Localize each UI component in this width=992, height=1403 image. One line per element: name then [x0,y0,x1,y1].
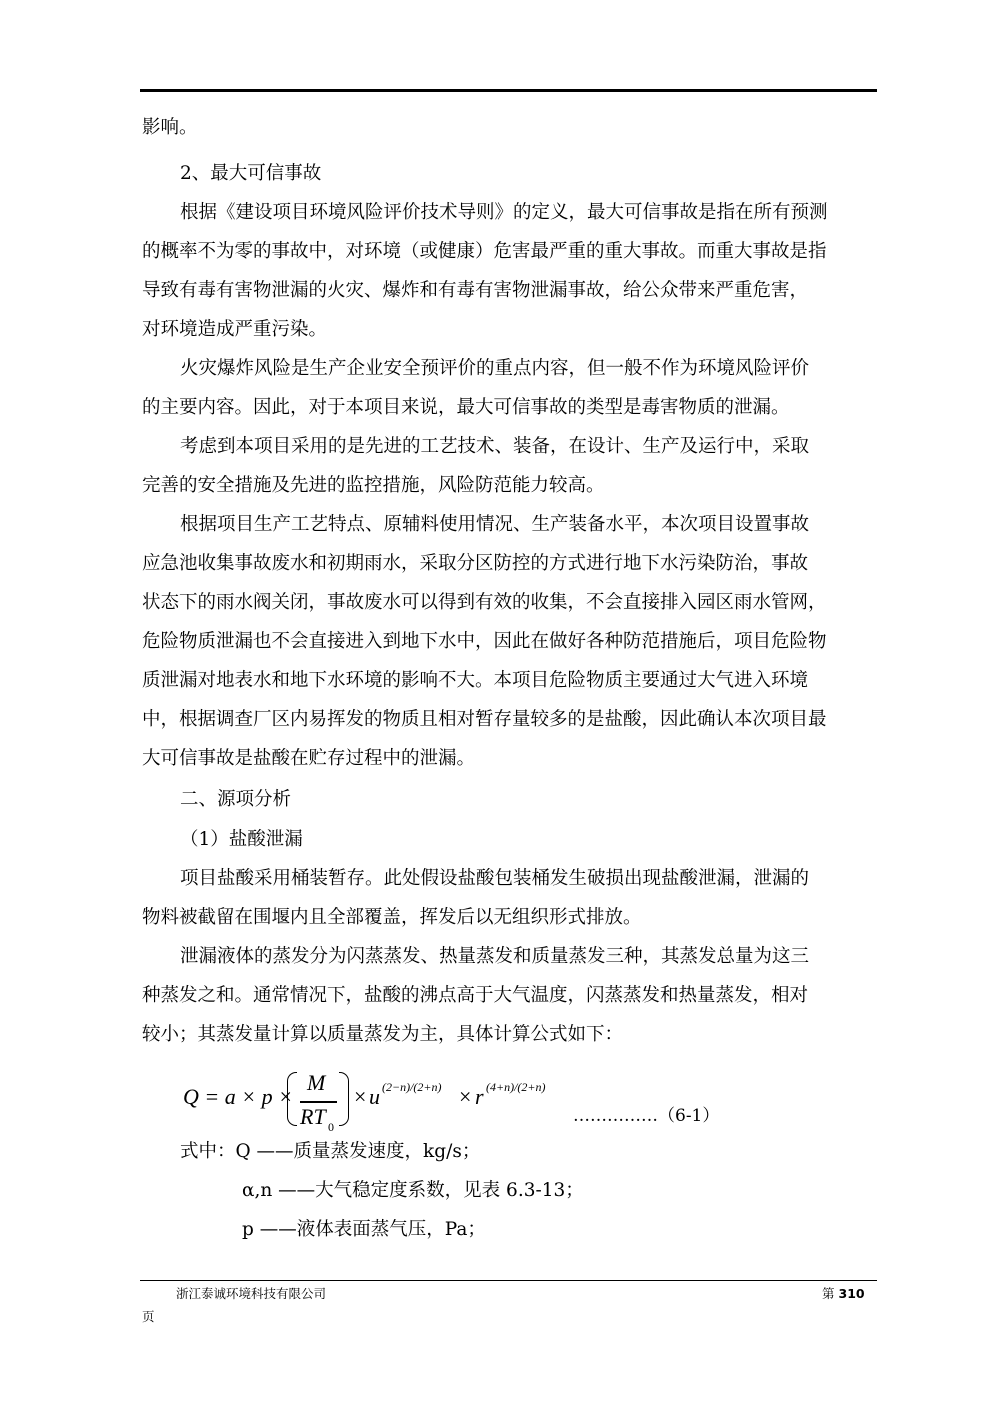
definition-line: α,n ——大气稳定度系数，见表 6.3-13； [242,1180,584,1201]
footer-page-value: 310 [838,1286,865,1301]
paragraph-line: 大可信事故是盐酸在贮存过程中的泄漏。 [142,748,476,769]
paragraph-line: 泄漏液体的蒸发分为闪蒸蒸发、热量蒸发和质量蒸发三种，其蒸发总量为这三 [180,946,810,967]
paragraph-line: 完善的安全措施及先进的监控措施，风险防范能力较高。 [142,475,605,496]
fraction-bar [300,1101,337,1103]
paragraph-line: 影响。 [142,117,198,138]
paragraph-line: 项目盐酸采用桶装暂存。此处假设盐酸包装桶发生破损出现盐酸泄漏，泄漏的 [180,868,810,889]
paragraph-line: 物料被截留在围堰内且全部覆盖，挥发后以无组织形式排放。 [142,907,642,928]
formula-numerator: M [307,1070,326,1095]
footer-page-suffix: 页 [142,1309,155,1324]
paragraph-line: 对环境造成严重污染。 [142,319,328,340]
section-heading: 2、最大可信事故 [180,163,322,184]
formula-r: r [475,1084,484,1109]
formula-denominator: RT [300,1104,326,1129]
footer-page-number [822,1284,865,1302]
paragraph-line: 较小；其蒸发量计算以质量蒸发为主，具体计算公式如下： [142,1024,624,1045]
paragraph-line: 的概率不为零的事故中，对环境（或健康）危害最严重的重大事故。而重大事故是指 [142,241,827,262]
footer-rule [140,1280,877,1281]
formula-u: u [369,1084,380,1109]
formula-times: × [459,1084,472,1109]
definition-line: p ——液体表面蒸气压，Pa； [242,1219,486,1240]
paragraph-line: 导致有毒有害物泄漏的火灾、爆炸和有毒有害物泄漏事故，给公众带来严重危害， [142,280,809,301]
formula-times: × [354,1084,367,1109]
equation-number: ……………（6-1） [573,1106,720,1126]
formula-denominator-subscript: 0 [328,1120,334,1134]
footer-page-prefix: 第 [822,1286,835,1301]
subsection-heading: （1）盐酸泄漏 [180,829,303,850]
formula-lhs: Q = a × p × [183,1084,293,1109]
section-heading: 二、源项分析 [180,789,292,810]
paragraph-line: 根据项目生产工艺特点、原辅料使用情况、生产装备水平，本次项目设置事故 [180,514,810,535]
paragraph-line: 中，根据调查厂区内易挥发的物质且相对暂存量较多的是盐酸，因此确认本次项目最 [142,709,827,730]
definition-line: 式中：Q ——质量蒸发速度，kg/s； [180,1141,481,1162]
paragraph-line: 考虑到本项目采用的是先进的工艺技术、装备，在设计、生产及运行中，采取 [180,436,810,457]
paragraph-line: 危险物质泄漏也不会直接进入到地下水中，因此在做好各种防范措施后，项目危险物 [142,631,827,652]
right-parenthesis [339,1072,349,1126]
formula-u-exponent: (2−n)/(2+n) [382,1080,442,1094]
paragraph-line: 的主要内容。因此，对于本项目来说，最大可信事故的类型是毒害物质的泄漏。 [142,397,790,418]
footer-company: 浙江泰诚环境科技有限公司 [176,1286,327,1301]
paragraph-line: 火灾爆炸风险是生产企业安全预评价的重点内容，但一般不作为环境风险评价 [180,358,810,379]
paragraph-line: 种蒸发之和。通常情况下，盐酸的沸点高于大气温度，闪蒸蒸发和热量蒸发，相对 [142,985,809,1006]
paragraph-line: 质泄漏对地表水和地下水环境的影响不大。本项目危险物质主要通过大气进入环境 [142,670,809,691]
paragraph-line: 状态下的雨水阀关闭，事故废水可以得到有效的收集，不会直接排入园区雨水管网， [142,592,827,613]
paragraph-line: 应急池收集事故废水和初期雨水，采取分区防控的方式进行地下水污染防治，事故 [142,553,809,574]
header-rule [140,89,877,92]
paragraph-line: 根据《建设项目环境风险评价技术导则》的定义，最大可信事故是指在所有预测 [180,202,828,223]
formula-r-exponent: (4+n)/(2+n) [486,1080,546,1094]
left-parenthesis [287,1072,297,1126]
